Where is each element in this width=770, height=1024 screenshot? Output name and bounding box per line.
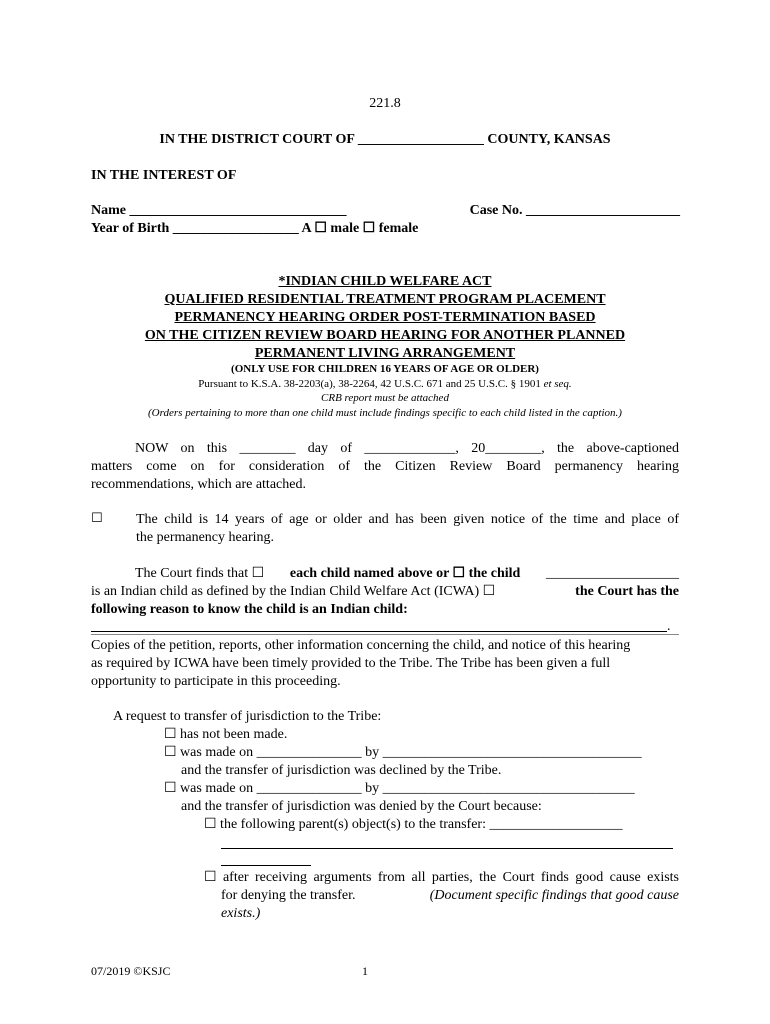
title-line-4: ON THE CITIZEN REVIEW BOARD HEARING FOR ANOTHER PLANNED <box>144 328 626 343</box>
title-line-1: *INDIAN CHILD WELFARE ACT <box>278 274 492 289</box>
case-number-field: Case No. ______________________ <box>469 203 680 218</box>
good-cause-option[interactable]: ☐ after receiving arguments from all parties, the Court finds good cause exists <box>204 870 679 885</box>
crb-report-note: CRB report must be attached <box>321 392 449 404</box>
year-of-birth-field: Year of Birth __________________ A ☐ male ☐ female <box>91 221 419 236</box>
court-caption: IN THE DISTRICT COURT OF __________________ COUNTY, KANSAS <box>159 132 611 147</box>
copies-line-3: opportunity to participate in this proceeding. <box>91 674 341 689</box>
statutory-authority: Pursuant to K.S.A. 38-2203(a), 38-2264, 42 U.S.C. 671 and 25 U.S.C. § 1901 et seq. <box>198 378 572 390</box>
transfer-denied-text: and the transfer of jurisdiction was denied by the Court because: <box>181 799 542 814</box>
transfer-declined-text: and the transfer of jurisdiction was declined by the Tribe. <box>181 763 502 778</box>
objection-blank-line-1 <box>221 848 673 849</box>
finds-line-1: The Court finds that ☐ each child named above or ☐ the child ___________________ <box>135 566 679 581</box>
notice-line-2: the permanency hearing. <box>136 530 274 545</box>
age-restriction-note: (ONLY USE FOR CHILDREN 16 YEARS OF AGE OR OLDER) <box>231 363 539 375</box>
now-paragraph-line-2: matters come on for consideration of the Citizen Review Board permanency hearing <box>91 459 679 474</box>
form-number: 221.8 <box>369 96 401 111</box>
good-cause-line-2: for denying the transfer. (Document specific findings that good cause <box>221 888 679 903</box>
title-line-2: QUALIFIED RESIDENTIAL TREATMENT PROGRAM PLACEMENT <box>164 292 606 307</box>
title-line-5: PERMANENT LIVING ARRANGEMENT <box>254 346 516 361</box>
notice-line-1: The child is 14 years of age or older and has been given notice of the time and place of <box>136 512 679 527</box>
reason-period: . <box>667 619 671 634</box>
copies-line-1: Copies of the petition, reports, other information concerning the child, and notice of this hearing <box>91 638 631 653</box>
transfer-declined-option[interactable]: ☐ was made on _______________ by _____________________________________ <box>164 745 642 760</box>
title-line-3: PERMANENCY HEARING ORDER POST-TERMINATION BASED <box>174 310 596 325</box>
footer-date: 07/2019 ©KSJC <box>91 964 171 978</box>
section-divider <box>91 634 679 635</box>
transfer-denied-option[interactable]: ☐ was made on _______________ by ____________________________________ <box>164 781 635 796</box>
finds-line-3: following reason to know the child is an Indian child: <box>91 602 408 617</box>
copies-line-2: as required by ICWA have been timely provided to the Tribe. The Tribe has been given a full <box>91 656 611 671</box>
transfer-not-made-option[interactable]: ☐ has not been made. <box>164 727 288 742</box>
orders-note: (Orders pertaining to more than one child must include findings specific to each child listed in the caption.) <box>148 407 622 419</box>
reason-blank-line <box>91 631 667 632</box>
objection-blank-line-2 <box>221 865 311 866</box>
finds-line-2: is an Indian child as defined by the Indian Child Welfare Act (ICWA) ☐ the Court has the <box>91 584 679 599</box>
name-field: Name _______________________________ <box>91 203 347 218</box>
interest-of-label: IN THE INTEREST OF <box>91 168 237 183</box>
transfer-intro: A request to transfer of jurisdiction to the Tribe: <box>113 709 382 724</box>
parent-objection-option[interactable]: ☐ the following parent(s) object(s) to the transfer: ___________________ <box>204 817 623 832</box>
notice-checkbox[interactable]: ☐ <box>91 511 103 526</box>
page-number: 1 <box>362 964 368 978</box>
now-paragraph-line-3: recommendations, which are attached. <box>91 477 306 492</box>
now-paragraph-line-1: NOW on this ________ day of _____________, 20________, the above-captioned <box>135 441 679 456</box>
good-cause-line-3: exists.) <box>221 906 261 921</box>
